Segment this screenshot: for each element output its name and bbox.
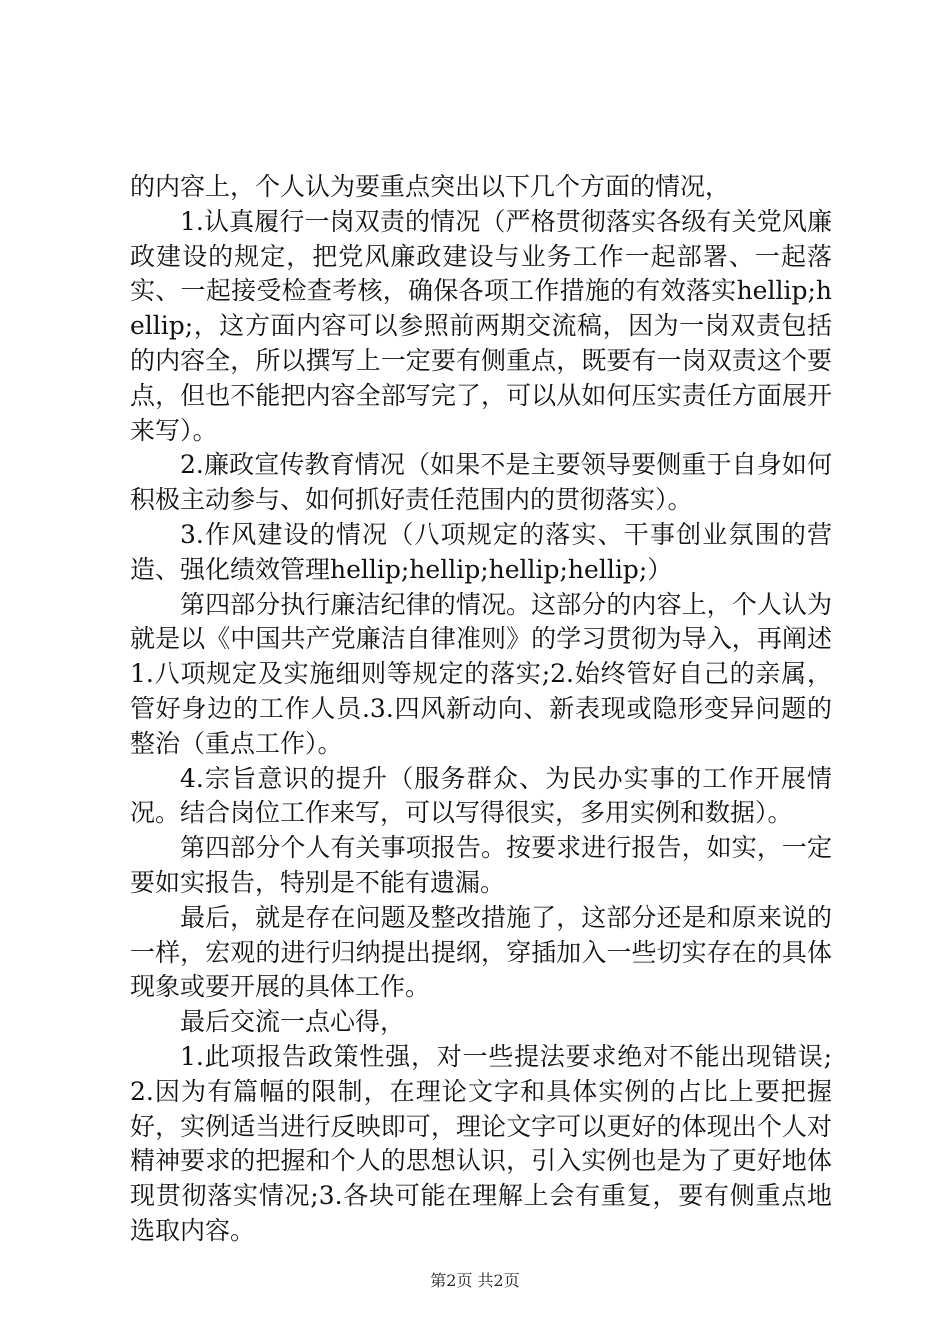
paragraph-experience-points: 1.此项报告政策性强，对一些提法要求绝对不能出现错误;2.因为有篇幅的限制，在理论文字和具体实例的占比上要把握好，实例适当进行反映即可，理论文字可以更好的体现出个人对精神要求的把握和个人的思想认识，引入实例也是为了更好地体现贯彻落实情况;3.各块可能在理解上会有重复，要有侧重点地选取内容。 [130,1041,832,1245]
paragraph-item-2: 2.廉政宣传教育情况（如果不是主要领导要侧重于自身如何积极主动参与、如何抓好责任范围内的贯彻落实）。 [130,450,832,515]
document-body [130,170,832,1249]
paragraph-item-1: 1.认真履行一岗双责的情况（严格贯彻落实各级有关党风廉政建设的规定，把党风廉政建设与业务工作一起部署、一起落实、一起接受检查考核，确保各项工作措施的有效落实hellip;hellip;，这方面内容可以参照前两期交流稿，因为一岗双责包括的内容全，所以撰写上一定要有侧重点，既要有一岗双责这个要点，但也不能把内容全部写完了，可以从如何压实责任方面展开来写）。 [130,206,832,445]
paragraph-item-4: 4.宗旨意识的提升（服务群众、为民办实事的工作开展情况。结合岗位工作来写，可以写得很实，多用实例和数据）。 [130,763,832,828]
paragraph-problems-measures: 最后，就是存在问题及整改措施了，这部分还是和原来说的一样，宏观的进行归纳提出提纲，穿插加入一些切实存在的具体现象或要开展的具体工作。 [130,902,832,1002]
paragraph-part-integrity: 第四部分执行廉洁纪律的情况。这部分的内容上，个人认为就是以《中国共产党廉洁自律准则》的学习贯彻为导入，再阐述1.八项规定及实施细则等规定的落实;2.始终管好自己的亲属，管好身边的工作人员.3.四风新动向、新表现或隐形变异问题的整治（重点工作）。 [130,589,832,758]
paragraph-part-personal-report: 第四部分个人有关事项报告。按要求进行报告，如实，一定要如实报告，特别是不能有遗漏。 [130,833,832,897]
paragraph-intro: 的内容上，个人认为要重点突出以下几个方面的情况， [130,172,731,201]
paragraph-experience-heading: 最后交流一点心得， [180,1007,406,1037]
page-number-footer: 第2页 共2页 [430,1271,520,1290]
paragraph-item-3: 3.作风建设的情况（八项规定的落实、干事创业氛围的营造、强化绩效管理hellip;hellip;hellip;hellip;） [130,519,832,584]
